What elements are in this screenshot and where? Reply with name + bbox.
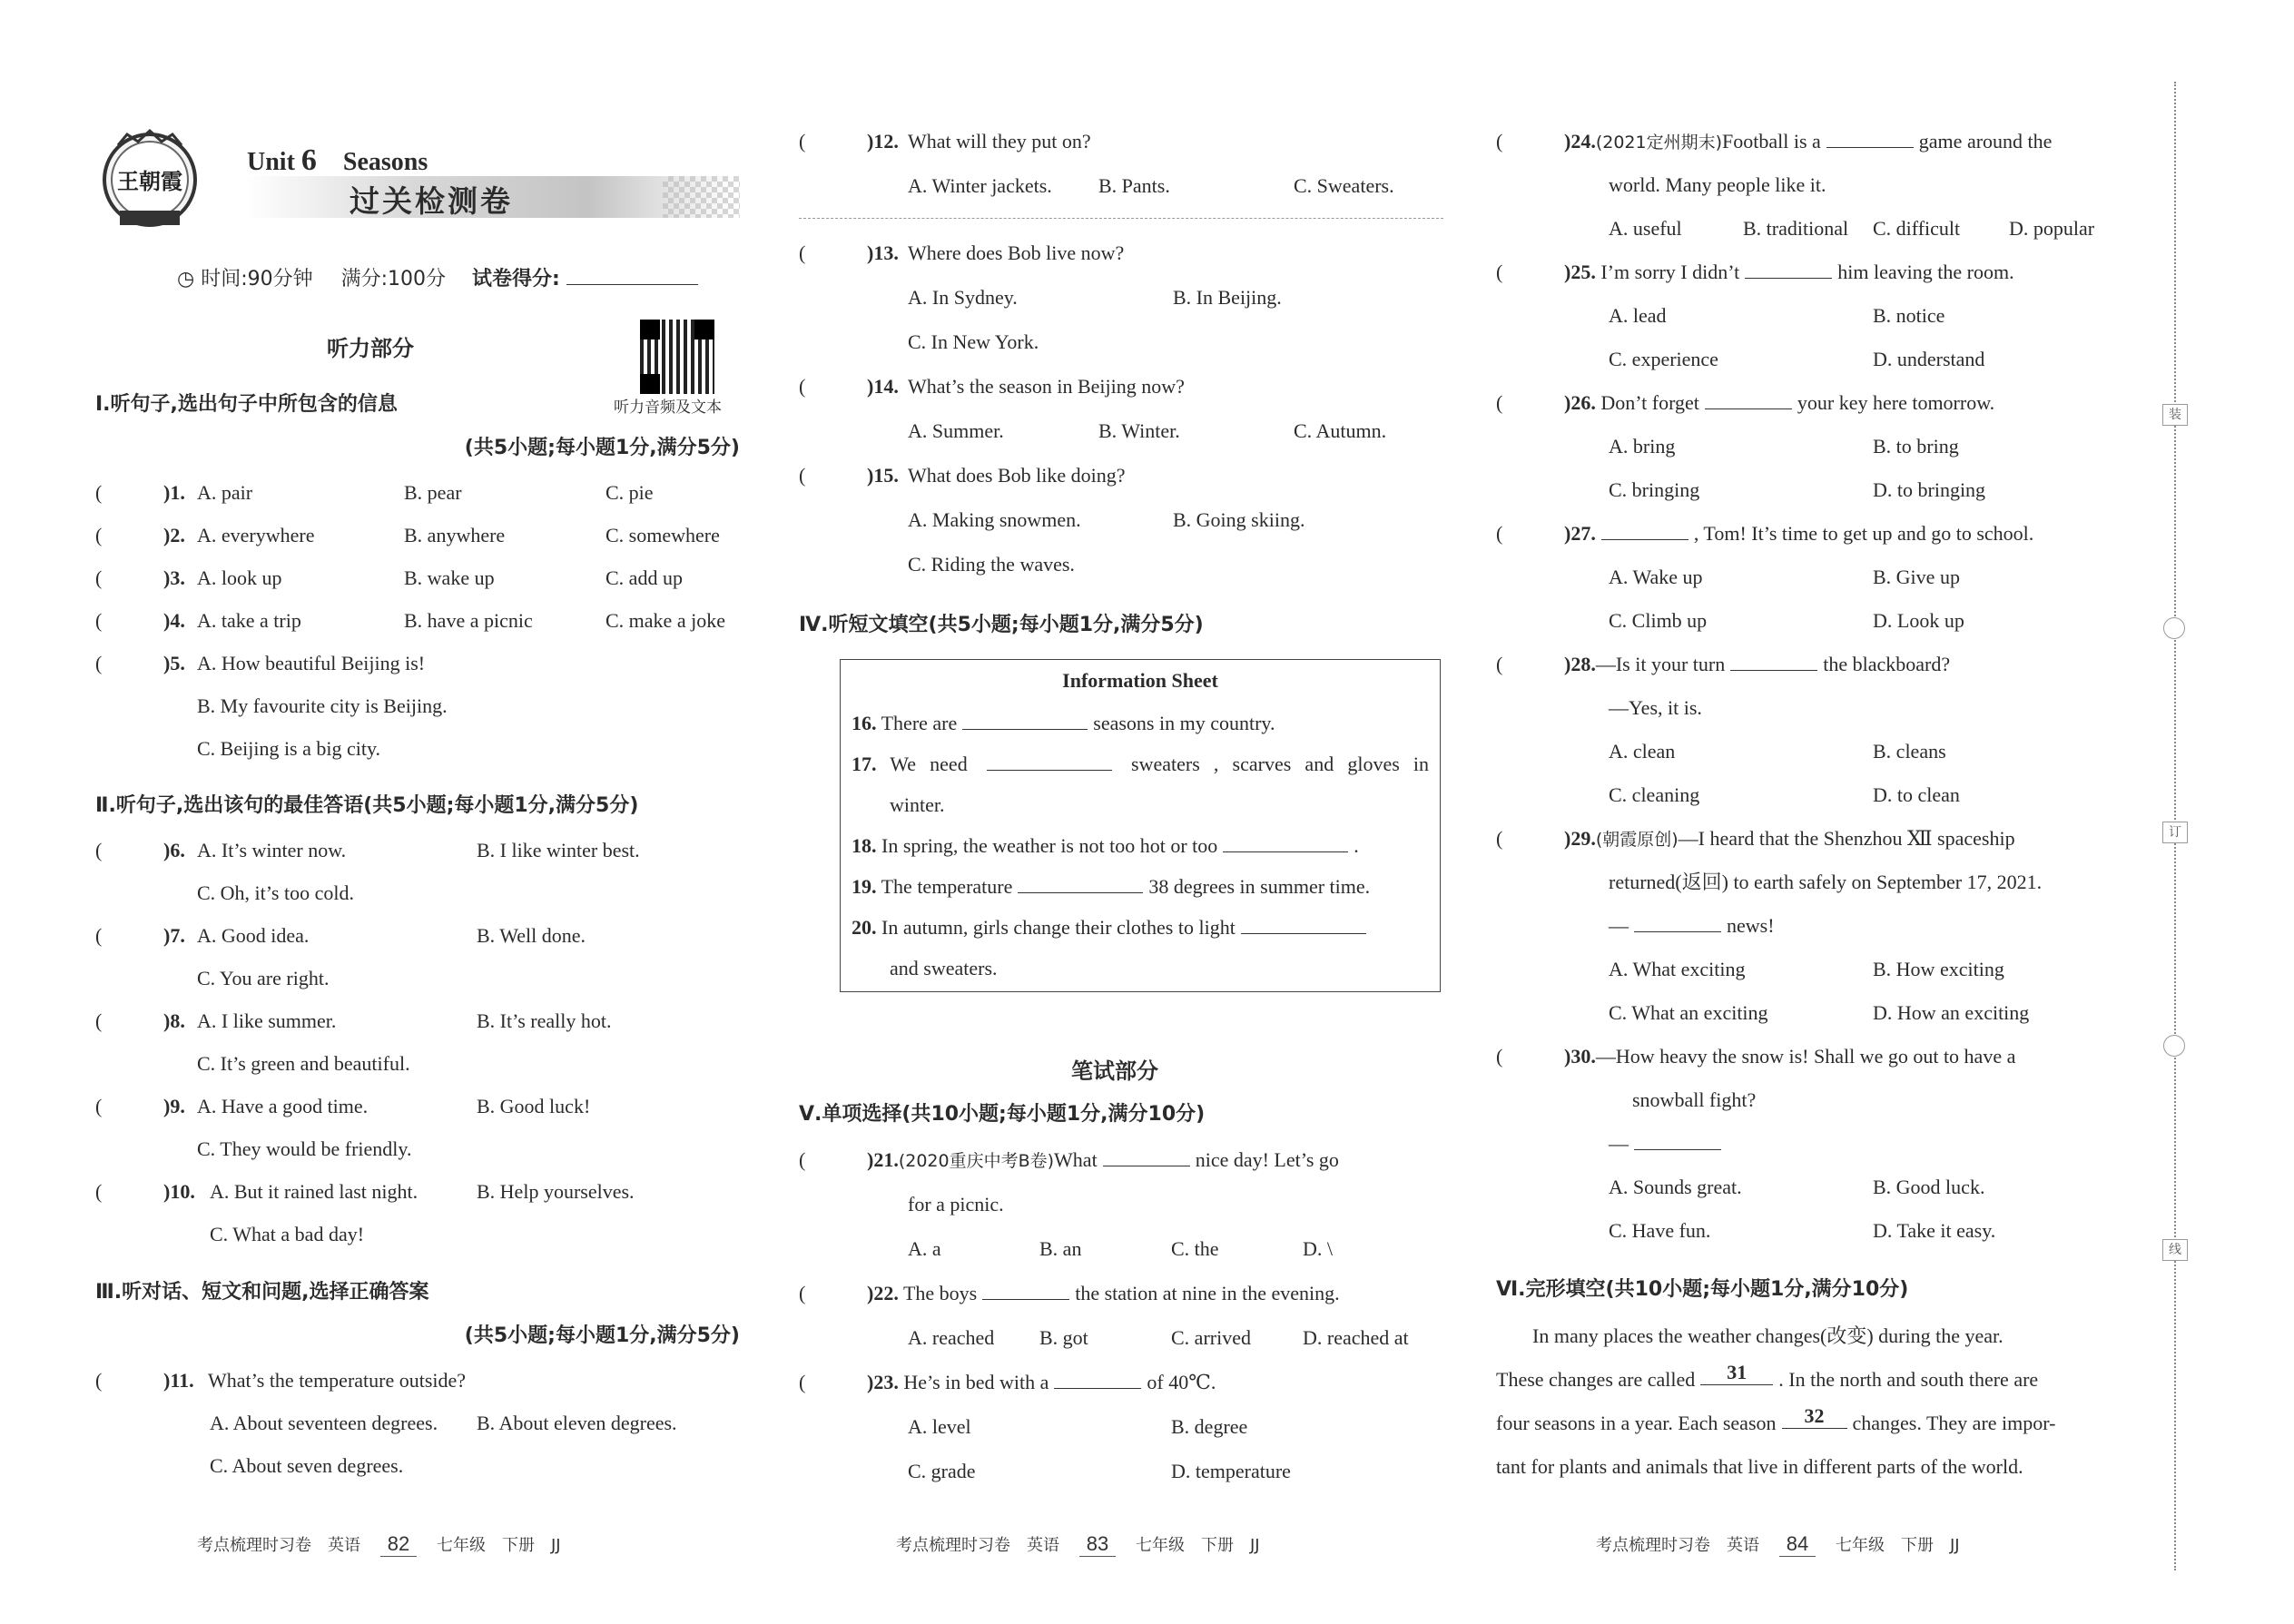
q5-option-b[interactable]: B. My favourite city is Beijing. bbox=[197, 694, 448, 717]
blank-20-continued: and sweaters. bbox=[890, 957, 998, 979]
q22-option-b[interactable]: B. got bbox=[1039, 1326, 1088, 1349]
q2-option-b[interactable]: B. anywhere bbox=[404, 524, 506, 546]
footer-right-text: 七年级 下册 JJ bbox=[436, 1536, 561, 1555]
q26-blank[interactable] bbox=[1705, 390, 1792, 409]
q10-option-b[interactable]: B. Help yourselves. bbox=[477, 1180, 635, 1203]
column-right: ( )24.(2021定州期末)Football is a game around the world. Many people like it. A. useful B. traditional C. difficult D. popular ( )25. I’m sorry I didn’t him leaving the room. A. lead B. notice C. experience D. understand ( )26. Don’t forget your key here tomorrow. A. bring B. to bring C. bringing D. to bringing ( )27. , Tom! It’s time to get up and go to school. A. Wake up B. Give up C. Climb up D. Look up ( )28.—Is it your turn the blackboard? —Yes, it is. A. clean B. cleans C. cleaning D. to clean ( )29.(朝霞原创)—I heard that the Shenzhou Ⅻ spaceship returned(返回) to earth safely on September 17, 2021. — news! A. What exciting B. How exciting C. What an exciting D. How an exciting ( )30.—How heavy the snow is! Shall we go out to have a snowball fight? — A. Sounds great. B. Good luck. C. Have fun. D. Take it easy. Ⅵ.完形填空(共10小题;每小题1分,满分10分) In many places the weather changes(改变) during the year. These changes are called 31 . In the north and south there are four seasons in a year. Each season 32 changes. They are impor- tant for plants and animals that live in different parts of the world. 考点梳理时习卷 英语 84 七年级 下册 JJ bbox=[1496, 0, 2145, 1624]
q23-blank[interactable] bbox=[1054, 1370, 1141, 1389]
blank-17-field[interactable] bbox=[987, 752, 1112, 771]
q14-option-c[interactable]: C. Autumn. bbox=[1294, 419, 1387, 442]
unit-number: 6 bbox=[300, 143, 317, 177]
q11-option-b[interactable]: B. About eleven degrees. bbox=[477, 1412, 677, 1434]
q6-number: )6. bbox=[163, 839, 185, 861]
q14-text: What’s the season in Beijing now? bbox=[908, 375, 1185, 398]
q2-option-a[interactable]: A. everywhere bbox=[197, 524, 315, 546]
q23-option-a[interactable]: A. level bbox=[908, 1415, 971, 1438]
unit-word: Unit bbox=[247, 148, 295, 176]
footer-left-text: 考点梳理时习卷 英语 bbox=[896, 1536, 1059, 1555]
footer-right-text: 七年级 下册 JJ bbox=[1135, 1536, 1260, 1555]
footer-page-82 bbox=[197, 1532, 561, 1557]
q7-option-b[interactable]: B. Well done. bbox=[477, 924, 586, 947]
column-middle: ( )12. What will they put on? A. Winter jackets. B. Pants. C. Sweaters. ( )13. Where does Bob live now? A. In Sydney. B. In Beijing. C. In New York. ( )14. What’s the season in Beijing now? A. Summer. B. Winter. C. Autumn. ( )15. What does Bob like doing? A. Making snowmen. B. Going skiing. C. Riding the waves. Ⅳ.听短文填空(共5小题;每小题1分,满分5分) Information Sheet 16. There are seasons in my country. 17. We need sweaters , scarves and gloves in winter. 18. In spring, the weather is not too hot or too . 19. The temperature 38 degrees in summer time. 20. In autumn, girls change their clothes to light and sweaters. 笔试部分 Ⅴ.单项选择(共10小题;每小题1分,满分10分) ( )21.(2020重庆中考B卷)What nice day! Let’s go for a picnic. A. a B. an C. the D. \ ( )22. The boys the station at nine in the evening. A. reached B. got C. arrived D. reached at ( )23. He’s in bed with a of 40℃. A. level B. degree C. grade D. temperature 考点梳理时习卷 英语 83 七年级 下册 JJ bbox=[799, 0, 1443, 1624]
footer-left-text: 考点梳理时习卷 英语 bbox=[1596, 1536, 1759, 1555]
q28-option-a[interactable]: A. clean bbox=[1609, 740, 1676, 763]
q21-source: (2020重庆中考B卷) bbox=[898, 1151, 1055, 1171]
q11-option-a[interactable]: A. About seventeen degrees. bbox=[210, 1412, 438, 1434]
q22-option-a[interactable]: A. reached bbox=[908, 1326, 995, 1349]
binding-label-ding: 订 bbox=[2162, 822, 2188, 843]
q3-option-c[interactable]: C. add up bbox=[605, 566, 683, 589]
q25-blank[interactable] bbox=[1745, 260, 1832, 279]
q13-option-a[interactable]: A. In Sydney. bbox=[908, 286, 1018, 309]
q23-number: )23. bbox=[867, 1371, 899, 1393]
q21-number: )21. bbox=[867, 1148, 899, 1171]
binding-hole-icon bbox=[2163, 1035, 2185, 1057]
main-title: 过关检测卷 bbox=[350, 183, 513, 219]
q28-option-b[interactable]: B. cleans bbox=[1873, 740, 1946, 763]
blank-19: 19. The temperature 38 degrees in summer time. bbox=[852, 875, 1371, 898]
section-6-title: Ⅵ.完形填空(共10小题;每小题1分,满分10分) bbox=[1496, 1278, 1909, 1301]
blank-20: 20. In autumn, girls change their clothes to light bbox=[852, 914, 1429, 941]
q13-text: Where does Bob live now? bbox=[908, 241, 1125, 264]
q3-option-a[interactable]: A. look up bbox=[197, 566, 282, 589]
q23-option-d[interactable]: D. temperature bbox=[1171, 1460, 1291, 1482]
q26-option-c[interactable]: C. bringing bbox=[1609, 478, 1700, 501]
q25-option-a[interactable]: A. lead bbox=[1609, 304, 1667, 327]
q28-option-c[interactable]: C. cleaning bbox=[1609, 783, 1700, 806]
q22-number: )22. bbox=[867, 1282, 899, 1304]
cloze-blank-31[interactable]: 31 bbox=[1700, 1366, 1773, 1385]
q24-option-a[interactable]: A. useful bbox=[1609, 217, 1682, 240]
footer-left-text: 考点梳理时习卷 英语 bbox=[197, 1536, 360, 1555]
q29-source: (朝霞原创) bbox=[1595, 830, 1679, 850]
q8-option-b[interactable]: B. It’s really hot. bbox=[477, 1009, 612, 1032]
q12-number: )12. bbox=[867, 130, 899, 153]
blank-17-continued: winter. bbox=[890, 793, 945, 816]
blank-20-field[interactable] bbox=[1241, 915, 1366, 934]
q9-number: )9. bbox=[163, 1095, 185, 1117]
q8-option-a[interactable]: A. I like summer. bbox=[197, 1009, 337, 1032]
q15-option-c[interactable]: C. Riding the waves. bbox=[908, 553, 1075, 576]
q4-number: )4. bbox=[163, 609, 185, 632]
q21-option-c[interactable]: C. the bbox=[1171, 1237, 1219, 1260]
q15-text: What does Bob like doing? bbox=[908, 464, 1126, 487]
section-4-title: Ⅳ.听短文填空(共5小题;每小题1分,满分5分) bbox=[799, 614, 1204, 636]
q30-option-b[interactable]: B. Good luck. bbox=[1873, 1176, 1985, 1198]
q30-option-d[interactable]: D. Take it easy. bbox=[1873, 1219, 1996, 1242]
logo-text: 王朝霞 bbox=[117, 168, 182, 194]
q24-blank[interactable] bbox=[1826, 129, 1914, 148]
q10-option-a[interactable]: A. But it rained last night. bbox=[210, 1180, 418, 1203]
q2-option-c[interactable]: C. somewhere bbox=[605, 524, 720, 546]
q27-option-d[interactable]: D. Look up bbox=[1873, 609, 1964, 632]
binding-hole-icon bbox=[2163, 617, 2185, 639]
q27-option-c[interactable]: C. Climb up bbox=[1609, 609, 1708, 632]
q24-option-b[interactable]: B. traditional bbox=[1743, 217, 1849, 240]
q13-number: )13. bbox=[867, 241, 899, 264]
clock-icon: ◷ bbox=[177, 268, 195, 290]
q12-option-a[interactable]: A. Winter jackets. bbox=[908, 174, 1052, 197]
q4-option-a[interactable]: A. take a trip bbox=[197, 609, 301, 632]
q24-source: (2021定州期末) bbox=[1595, 133, 1723, 153]
blank-16: 16. There are seasons in my country. bbox=[852, 712, 1275, 734]
blank-19-field[interactable] bbox=[1018, 874, 1143, 893]
q25-option-b[interactable]: B. notice bbox=[1873, 304, 1945, 327]
q8-number: )8. bbox=[163, 1009, 185, 1032]
page-number: 82 bbox=[380, 1532, 417, 1557]
q15-option-a[interactable]: A. Making snowmen. bbox=[908, 508, 1081, 531]
q28-number: )28. bbox=[1564, 653, 1596, 675]
q24-number: )24. bbox=[1564, 130, 1596, 153]
q7-option-a[interactable]: A. Good idea. bbox=[197, 924, 310, 947]
q10-option-c[interactable]: C. What a bad day! bbox=[210, 1223, 365, 1245]
q7-option-c[interactable]: C. You are right. bbox=[197, 967, 330, 989]
q3-number: )3. bbox=[163, 566, 185, 589]
q2-number: )2. bbox=[163, 524, 185, 546]
q29-blank[interactable] bbox=[1634, 913, 1721, 932]
q5-number: )5. bbox=[163, 652, 185, 674]
q29-option-a[interactable]: A. What exciting bbox=[1609, 958, 1746, 980]
blank-18: 18. In spring, the weather is not too hot or too . bbox=[852, 834, 1359, 857]
q21-option-a[interactable]: A. a bbox=[908, 1237, 941, 1260]
q10-number: )10. bbox=[163, 1180, 195, 1203]
score-label: 试卷得分: bbox=[472, 268, 560, 290]
q14-option-a[interactable]: A. Summer. bbox=[908, 419, 1004, 442]
q12-option-c[interactable]: C. Sweaters. bbox=[1294, 174, 1394, 197]
q11-option-c[interactable]: C. About seven degrees. bbox=[210, 1454, 404, 1477]
q21-option-d[interactable]: D. \ bbox=[1303, 1237, 1333, 1260]
q22-option-c[interactable]: C. arrived bbox=[1171, 1326, 1251, 1349]
q22-blank[interactable] bbox=[982, 1281, 1069, 1300]
q9-option-a[interactable]: A. Have a good time. bbox=[197, 1095, 369, 1117]
q1-number: )1. bbox=[163, 481, 185, 504]
q13-option-b[interactable]: B. In Beijing. bbox=[1173, 286, 1282, 309]
q4-option-c[interactable]: C. make a joke bbox=[605, 609, 725, 632]
blank-16-field[interactable] bbox=[962, 711, 1088, 730]
q25-number: )25. bbox=[1564, 261, 1596, 283]
section-1-subtitle: (共5小题;每小题1分,满分5分) bbox=[464, 437, 740, 459]
q11-text: What’s the temperature outside? bbox=[208, 1369, 467, 1392]
q14-option-b[interactable]: B. Winter. bbox=[1098, 419, 1180, 442]
info-sheet-title: Information Sheet bbox=[1062, 669, 1218, 692]
footer-page-83 bbox=[896, 1532, 1260, 1557]
binding-label-xian: 线 bbox=[2162, 1239, 2188, 1261]
q27-number: )27. bbox=[1564, 522, 1596, 545]
dashed-divider bbox=[799, 218, 1443, 219]
q21-blank[interactable] bbox=[1103, 1147, 1190, 1166]
q9-option-c[interactable]: C. They would be friendly. bbox=[197, 1137, 412, 1160]
listening-title: 听力部分 bbox=[327, 336, 414, 361]
q26-option-d[interactable]: D. to bringing bbox=[1873, 478, 1986, 501]
q29-option-b[interactable]: B. How exciting bbox=[1873, 958, 2004, 980]
q24-option-d[interactable]: D. popular bbox=[2009, 217, 2095, 240]
q12-option-b[interactable]: B. Pants. bbox=[1098, 174, 1170, 197]
q13-option-c[interactable]: C. In New York. bbox=[908, 330, 1039, 353]
section-2-title: Ⅱ.听句子,选出该句的最佳答语(共5小题;每小题1分,满分5分) bbox=[95, 794, 639, 817]
blank-17: 17. We need sweaters , scarves and gloves in bbox=[852, 753, 1430, 775]
q22-option-d[interactable]: D. reached at bbox=[1303, 1326, 1409, 1349]
information-sheet-box bbox=[840, 659, 1441, 992]
exam-time: 时间:90分钟 bbox=[201, 268, 313, 290]
q6-option-c[interactable]: C. Oh, it’s too cold. bbox=[197, 881, 354, 904]
q28-blank[interactable] bbox=[1730, 652, 1817, 671]
q9-option-b[interactable]: B. Good luck! bbox=[477, 1095, 591, 1117]
q1-option-a[interactable]: A. pair bbox=[197, 481, 253, 504]
q3-option-b[interactable]: B. wake up bbox=[404, 566, 495, 589]
q6-option-b[interactable]: B. I like winter best. bbox=[477, 839, 640, 861]
q15-option-b[interactable]: B. Going skiing. bbox=[1173, 508, 1305, 531]
binding-label-zhuang: 装 bbox=[2162, 404, 2188, 426]
section-5-title: Ⅴ.单项选择(共10小题;每小题1分,满分10分) bbox=[799, 1103, 1206, 1126]
q5-option-a[interactable]: A. How beautiful Beijing is! bbox=[197, 652, 426, 674]
q29-option-d[interactable]: D. How an exciting bbox=[1873, 1001, 2030, 1024]
exam-full-score: 满分:100分 bbox=[340, 268, 447, 290]
q11-number: )11. bbox=[163, 1369, 194, 1392]
q29-option-c[interactable]: C. What an exciting bbox=[1609, 1001, 1768, 1024]
q23-option-c[interactable]: C. grade bbox=[908, 1460, 976, 1482]
section-3-title: Ⅲ.听对话、短文和问题,选择正确答案 bbox=[95, 1281, 429, 1304]
q30-blank[interactable] bbox=[1634, 1131, 1721, 1150]
q1-option-b[interactable]: B. pear bbox=[404, 481, 462, 504]
q6-option-a[interactable]: A. It’s winter now. bbox=[197, 839, 347, 861]
footer-right-text: 七年级 下册 JJ bbox=[1835, 1536, 1960, 1555]
q28-option-d[interactable]: D. to clean bbox=[1873, 783, 1960, 806]
q27-blank[interactable] bbox=[1601, 521, 1689, 540]
q30-option-a[interactable]: A. Sounds great. bbox=[1609, 1176, 1742, 1198]
cloze-blank-32[interactable]: 32 bbox=[1782, 1410, 1847, 1429]
q21-option-b[interactable]: B. an bbox=[1039, 1237, 1082, 1260]
page-number: 83 bbox=[1079, 1532, 1116, 1557]
q4-option-b[interactable]: B. have a picnic bbox=[404, 609, 533, 632]
q25-option-c[interactable]: C. experience bbox=[1609, 348, 1718, 370]
q8-option-c[interactable]: C. It’s green and beautiful. bbox=[197, 1052, 410, 1075]
q12-text: What will they put on? bbox=[908, 130, 1091, 153]
blank-18-field[interactable] bbox=[1223, 833, 1348, 852]
q23-option-b[interactable]: B. degree bbox=[1171, 1415, 1248, 1438]
qr-caption: 听力音频及文本 bbox=[614, 399, 722, 417]
q27-option-a[interactable]: A. Wake up bbox=[1609, 566, 1703, 588]
section-1-title: Ⅰ.听句子,选出句子中所包含的信息 bbox=[95, 393, 398, 416]
q27-option-b[interactable]: B. Give up bbox=[1873, 566, 1960, 588]
q26-number: )26. bbox=[1564, 391, 1596, 414]
q15-number: )15. bbox=[867, 464, 899, 487]
q7-number: )7. bbox=[163, 924, 185, 947]
q5-option-c[interactable]: C. Beijing is a big city. bbox=[197, 737, 381, 760]
q26-option-b[interactable]: B. to bring bbox=[1873, 435, 1959, 458]
q26-option-a[interactable]: A. bring bbox=[1609, 435, 1676, 458]
q24-option-c[interactable]: C. difficult bbox=[1873, 217, 1961, 240]
written-title: 笔试部分 bbox=[1071, 1058, 1158, 1084]
footer-page-84 bbox=[1596, 1532, 1960, 1557]
column-left: Ⅰ.听句子,选出句子中所包含的信息 (共5小题;每小题1分,满分5分) ( )1. A. pair B. pear C. pie ( )2. A. everywhere B. anywhere C. somewhere ( )3. A. look up B. wake up C. add up ( )4. A. take a trip B. have a picnic C. make a joke ( )5. A. How beautiful Beijing is! B. My favourite city is Beijing. C. Beijing is a big city. Ⅱ.听句子,选出该句的最佳答语(共5小题;每小题1分,满分5分) ( )6. A. It’s winter now. B. I like winter best. C. Oh, it’s too cold. ( )7. A. Good idea. B. Well done. C. You are right. ( )8. A. I like summer. B. It’s really hot. C. It’s green and beautiful. ( )9. A. Have a good time. B. Good luck! C. They would be friendly. ( )10. A. But it rained last night. B. Help yourselves. C. What a bad day! Ⅲ.听对话、短文和问题,选择正确答案 (共5小题;每小题1分,满分5分) ( )11. What’s the temperature outside? A. About seventeen degrees. B. About eleven degrees. C. About seven degrees. 考点梳理时习卷 英语 82 七年级 下册 JJ bbox=[95, 0, 744, 1624]
unit-name: Seasons bbox=[342, 148, 428, 176]
q29-number: )29. bbox=[1564, 827, 1596, 850]
section-3-subtitle: (共5小题;每小题1分,满分5分) bbox=[464, 1324, 740, 1347]
page-number: 84 bbox=[1779, 1532, 1816, 1557]
q30-number: )30. bbox=[1564, 1045, 1596, 1068]
q14-number: )14. bbox=[867, 375, 899, 398]
q1-option-c[interactable]: C. pie bbox=[605, 481, 654, 504]
q30-option-c[interactable]: C. Have fun. bbox=[1609, 1219, 1711, 1242]
q25-option-d[interactable]: D. understand bbox=[1873, 348, 1985, 370]
